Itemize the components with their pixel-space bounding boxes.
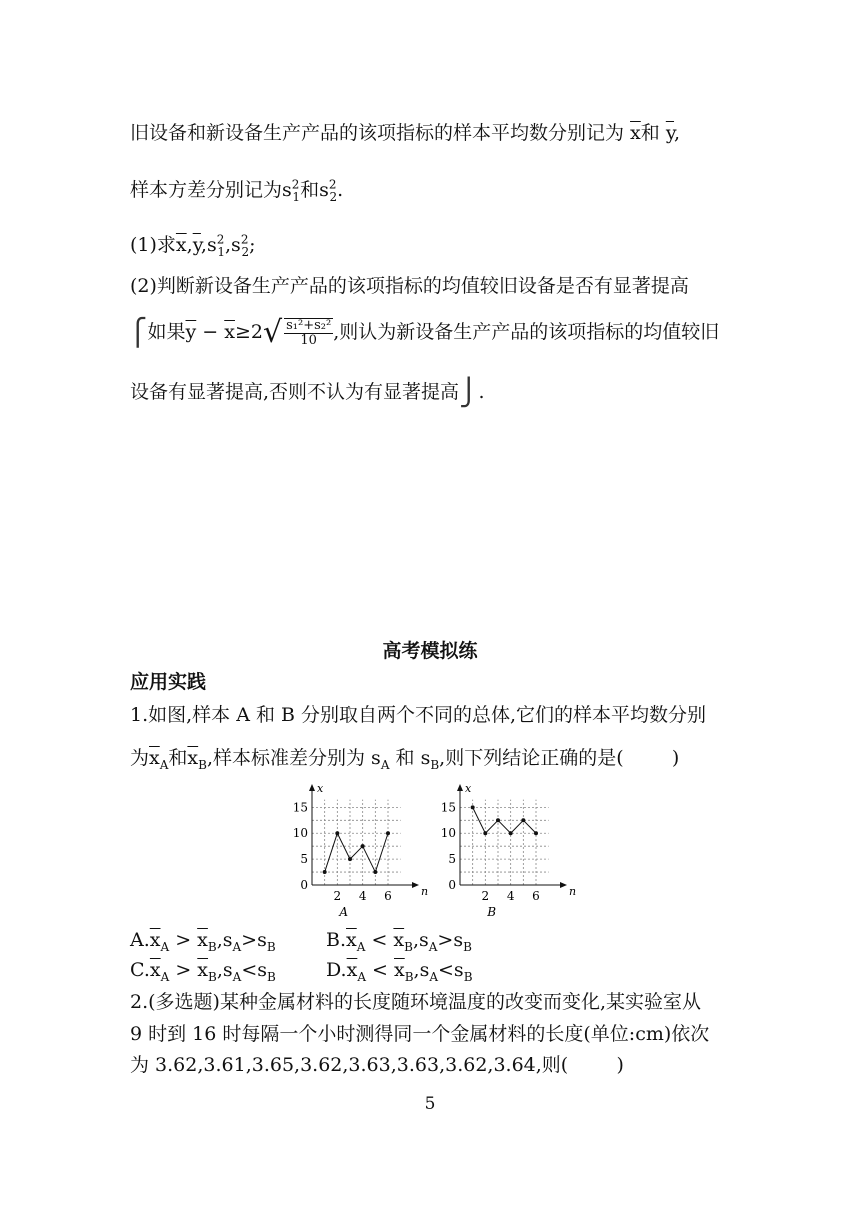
left-brace-icon: ⎧ [128,318,148,348]
question-2-line1: (2)判断新设备生产产品的该项指标的均值较旧设备是否有显著提高 [130,275,689,297]
x-tick-label: 2 [481,889,490,903]
series-line [325,833,388,872]
data-point [534,831,538,835]
data-point [386,831,390,835]
y-tick-label: 10 [292,826,308,841]
y-tick-label: 15 [440,800,456,815]
y-tick-label: 15 [292,800,308,815]
data-point [323,870,327,874]
data-point [521,818,525,822]
sqrt-icon: √ [262,315,283,350]
data-point [496,818,500,822]
y-tick-label: 0 [448,878,456,892]
y-axis-label: x [317,782,324,795]
chart-name-label: B [487,905,497,919]
problem-1-line1: 1.如图,样本 A 和 B 分别取自两个不同的总体,它们的样本平均数分别 [130,704,707,726]
data-point [348,857,352,861]
data-point [335,831,339,835]
option-a[interactable]: $A.\overline{x}_A > \overline{x}_B,s_A>s_B$ [130,929,276,954]
x-axis-arrow-icon [560,882,567,888]
x-axis-label: n [421,885,429,898]
subsection-title: 应用实践 [130,671,207,693]
problem-2-line3: 为 3.62,3.61,3.65,3.62,3.63,3.63,3.62,3.64,则( ) [130,1054,624,1076]
y-axis-label: x [465,782,472,795]
question-2-line3: 设备有显著提高,否则不认为有显著提高⎭. [130,378,485,408]
option-c[interactable]: $C.\overline{x}_A > \overline{x}_B,s_A<s_B$ [130,959,276,984]
data-point [471,805,475,809]
page-number: 5 [424,1094,436,1114]
problem-2-line1: 2.(多选题)某种金属材料的长度随环境温度的改变而变化,某实验室从 [130,991,701,1013]
data-point [361,844,365,848]
data-point [483,831,487,835]
right-brace-icon: ⎭ [459,378,479,408]
x-axis-arrow-icon [412,882,419,888]
chart-a [282,782,429,922]
x-tick-label: 4 [358,889,367,903]
question-2-line2: ⎧如果$\overline{y} - \overline{x}\ge 2√$ $\frac{\text{s₁²+s₂²}}{10}$ ,则认为新设备生产产品的该项指标的均值较旧 [128,315,720,350]
text-line: 旧设备和新设备生产产品的该项指标的样本平均数分别记为 $\overline{x}$和 $\overline{y}$, [130,122,681,144]
x-tick-label: 2 [333,889,342,903]
y-tick-label: 10 [440,826,456,841]
x-axis-label: n [569,885,577,898]
y-axis-arrow-icon [309,784,315,791]
y-tick-label: 5 [300,852,308,867]
data-point [373,870,377,874]
section-title: 高考模拟练 [382,640,478,662]
data-point [509,831,513,835]
sqrt-body [284,318,333,348]
x-tick-label: 6 [384,889,392,903]
y-tick-label: 5 [448,852,456,867]
option-d[interactable]: $D.\overline{x}_A < \overline{x}_B,s_A<s_B$ [326,959,473,984]
y-tick-label: 0 [300,878,308,892]
question-1: (1)求$\overline{x},\overline{y},s^2_1,s^2_2$; [130,232,256,259]
chart-b [430,782,577,922]
problem-1-line2: 为$\overline{x}_A$和$\overline{x}_B$,样本标准差分别为 $s_A$ 和 $s_B$,则下列结论正确的是( ) [130,747,680,772]
problem-2-line2: 9 时到 16 时每隔一个小时测得同一个金属材料的长度(单位:cm)依次 [130,1023,710,1045]
chart-name-label: A [339,905,349,919]
option-b[interactable]: $B.\overline{x}_A < \overline{x}_B,s_A>s_B$ [326,929,472,954]
x-tick-label: 6 [532,889,540,903]
text-line: 样本方差分别记为$s^2_1$和$s^2_2$. [130,177,344,204]
fraction: $\frac{\text{s₁²+s₂²}}{10}$ [286,318,332,348]
x-tick-label: 4 [506,889,515,903]
y-axis-arrow-icon [457,784,463,791]
